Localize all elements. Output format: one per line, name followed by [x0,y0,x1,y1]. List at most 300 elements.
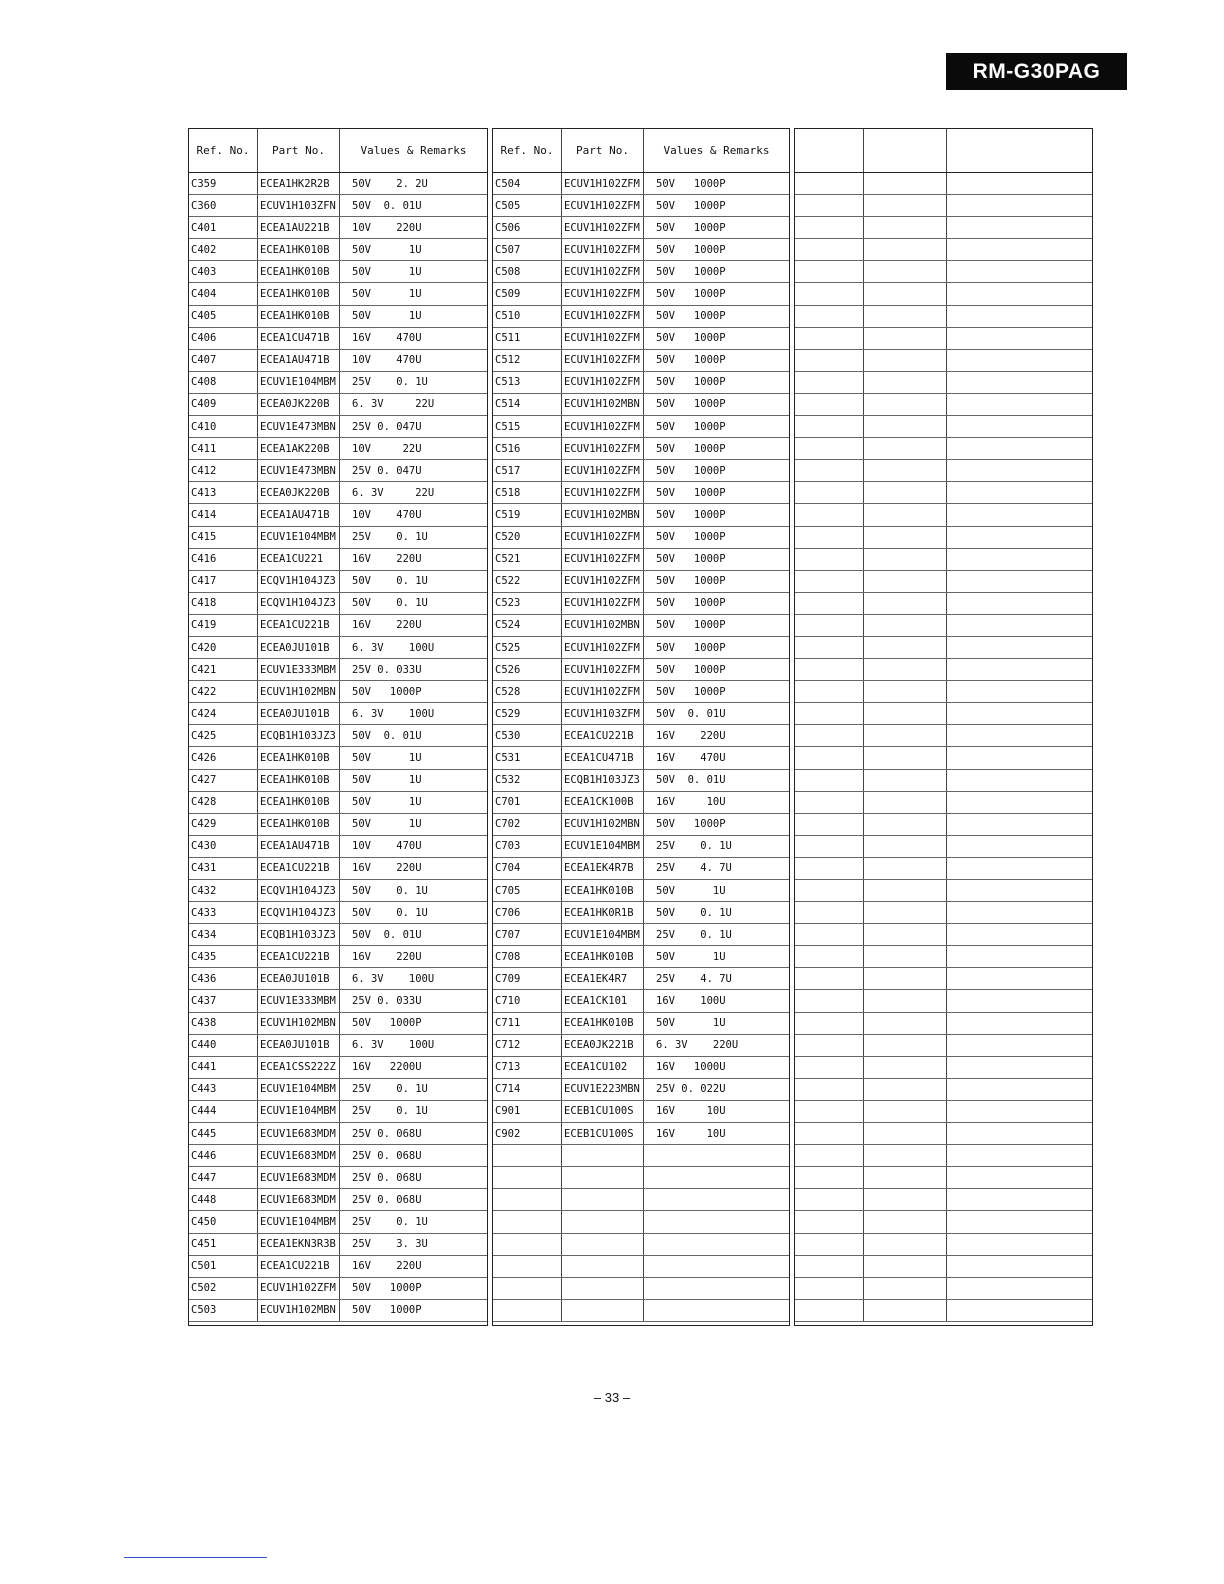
part-cell: ECEA1HK010B [258,283,340,304]
ref-cell: C418 [189,593,258,614]
ref-cell: C513 [493,372,562,393]
ref-cell: C511 [493,328,562,349]
ref-cell: C425 [189,725,258,746]
part-cell: ECUV1H102ZFM [562,306,644,327]
ref-cell: C414 [189,504,258,525]
part-cell: ECEA1CU221B [562,725,644,746]
part-cell: ECUV1H102MBN [258,1013,340,1034]
value-cell: 50V 0. 1U [352,906,428,919]
part-cell: ECUV1H102ZFM [562,527,644,548]
table-row [189,217,487,239]
part-cell [864,482,947,503]
ref-cell: C506 [493,217,562,238]
value-cell [947,1013,1092,1034]
part-cell: ECUV1E683MDM [258,1167,340,1188]
value-cell: 50V 1000P [352,1304,422,1317]
value-cell: 25V 0. 068U [352,1127,422,1140]
value-cell [644,1145,789,1166]
value-cell: 50V 1000P [352,1017,422,1030]
part-cell [562,1167,644,1188]
table-row [493,460,789,482]
value-cell: 16V 220U [352,553,422,566]
part-cell: ECUV1H102MBN [258,1300,340,1321]
value-cell [947,770,1092,791]
value-cell [947,792,1092,813]
table-row [795,659,1092,681]
table-row [189,681,487,703]
value-cell: 50V 1U [656,884,726,897]
part-cell [864,902,947,923]
part-cell: ECUV1E104MBM [258,1079,340,1100]
part-cell: ECUV1H102ZFM [562,261,644,282]
table-row [493,571,789,593]
table-row [493,1256,789,1278]
table-row [795,1123,1092,1145]
part-cell: ECUV1H102MBN [562,814,644,835]
table-row [189,1167,487,1189]
value-cell: 50V 1000P [656,288,726,301]
header-part: Part No. [562,129,644,172]
header-ref: Ref. No. [189,129,258,172]
ref-cell: C520 [493,527,562,548]
table-body [189,173,487,1322]
table-row [795,328,1092,350]
ref-cell: C512 [493,350,562,371]
value-cell [947,239,1092,260]
table-row [189,1079,487,1101]
ref-cell [795,394,864,415]
ref-cell [795,725,864,746]
table-row [493,681,789,703]
part-cell [864,438,947,459]
part-cell: ECEA1CU102 [562,1057,644,1078]
part-cell: ECEA1HK010B [562,880,644,901]
part-cell: ECEA0JU101B [258,703,340,724]
ref-cell: C517 [493,460,562,481]
ref-cell: C531 [493,747,562,768]
part-cell [864,1234,947,1255]
ref-cell: C441 [189,1057,258,1078]
table-row [493,836,789,858]
table-row [189,372,487,394]
ref-cell [493,1234,562,1255]
table-row [493,416,789,438]
ref-cell: C424 [189,703,258,724]
value-cell: 25V 0. 033U [352,995,422,1008]
ref-cell [493,1278,562,1299]
table-row [795,637,1092,659]
ref-cell: C426 [189,747,258,768]
value-cell [947,747,1092,768]
ref-cell [493,1145,562,1166]
value-cell [947,350,1092,371]
part-cell: ECUV1E104MBM [258,1101,340,1122]
ref-cell [795,504,864,525]
ref-cell: C438 [189,1013,258,1034]
part-cell: ECEA1CU221B [258,858,340,879]
ref-cell: C447 [189,1167,258,1188]
ref-cell [795,637,864,658]
part-cell: ECEA1AU471B [258,836,340,857]
ref-cell: C514 [493,394,562,415]
part-cell: ECUV1H102ZFM [562,350,644,371]
table-row [795,527,1092,549]
ref-cell [795,549,864,570]
table-row [189,637,487,659]
part-cell: ECUV1H102ZFM [562,328,644,349]
ref-cell [795,1123,864,1144]
part-cell [864,858,947,879]
value-cell [947,659,1092,680]
ref-cell: C405 [189,306,258,327]
table-row [795,504,1092,526]
ref-cell [795,1013,864,1034]
ref-cell: C515 [493,416,562,437]
part-cell: ECUV1H102ZFM [562,593,644,614]
part-cell [864,261,947,282]
value-cell: 50V 0. 01U [352,928,422,941]
ref-cell: C510 [493,306,562,327]
ref-cell [795,306,864,327]
value-cell: 50V 1U [656,1017,726,1030]
value-cell: 16V 220U [352,862,422,875]
part-cell: ECEA1HK010B [562,946,644,967]
value-cell: 50V 0. 1U [352,884,428,897]
table-row [795,880,1092,902]
value-cell [947,637,1092,658]
table-row [795,725,1092,747]
ref-cell [795,593,864,614]
value-cell: 50V 1000P [656,619,726,632]
ref-cell: C419 [189,615,258,636]
ref-cell [795,1057,864,1078]
part-cell [864,372,947,393]
table-row [795,1167,1092,1189]
ref-cell [795,1189,864,1210]
ref-cell: C410 [189,416,258,437]
value-cell: 50V 1000P [656,464,726,477]
table-row [189,482,487,504]
part-cell [864,1123,947,1144]
ref-cell: C702 [493,814,562,835]
table-row [795,394,1092,416]
part-cell [864,306,947,327]
header-empty-1 [795,129,864,172]
value-cell [947,1145,1092,1166]
part-cell: ECEA1HK010B [258,239,340,260]
part-cell [864,593,947,614]
ref-cell: C714 [493,1079,562,1100]
table-header-empty [795,129,1092,173]
value-cell [947,814,1092,835]
part-cell [864,1145,947,1166]
model-badge: RM-G30PAG [946,53,1127,90]
ref-cell [795,836,864,857]
ref-cell: C523 [493,593,562,614]
value-cell: 50V 0. 01U [352,199,422,212]
table-row [189,703,487,725]
ref-cell: C435 [189,946,258,967]
table-row [189,394,487,416]
ref-cell: C430 [189,836,258,857]
value-cell: 25V 0. 1U [656,928,732,941]
table-row [795,1057,1092,1079]
value-cell: 50V 1000P [656,531,726,544]
value-cell [947,1278,1092,1299]
value-cell: 50V 1000P [656,199,726,212]
table-row [795,593,1092,615]
value-cell [947,438,1092,459]
part-cell: ECUV1H102MBN [562,504,644,525]
value-cell: 16V 470U [656,751,726,764]
table-header [493,129,789,173]
value-cell: 25V 0. 068U [352,1193,422,1206]
table-row [795,792,1092,814]
ref-cell [795,659,864,680]
table-row [493,1013,789,1035]
value-cell: 16V 10U [656,796,726,809]
table-row [493,1211,789,1233]
ref-cell: C502 [189,1278,258,1299]
ref-cell: C433 [189,902,258,923]
part-cell [864,416,947,437]
value-cell [947,1167,1092,1188]
part-cell [562,1278,644,1299]
part-cell: ECEA1AU471B [258,350,340,371]
part-cell [864,350,947,371]
table-row [795,1013,1092,1035]
value-cell: 6. 3V 220U [656,1039,739,1052]
value-cell: 50V 1000P [656,442,726,455]
ref-cell [795,924,864,945]
ref-cell: C901 [493,1101,562,1122]
table-row [189,1278,487,1300]
ref-cell [795,460,864,481]
part-cell [864,1211,947,1232]
table-row [189,239,487,261]
table-row [795,858,1092,880]
footer-rule [124,1557,267,1558]
part-cell: ECEA1HK010B [258,261,340,282]
table-row [795,1300,1092,1322]
table-row [493,968,789,990]
part-cell: ECEA1HK010B [258,306,340,327]
part-cell: ECUV1H103ZFM [562,703,644,724]
part-cell: ECUV1H102ZFM [562,681,644,702]
value-cell: 16V 470U [352,332,422,345]
value-cell: 10V 22U [352,442,422,455]
table-row [493,217,789,239]
table-row [493,659,789,681]
ref-cell [795,372,864,393]
value-cell [947,924,1092,945]
value-cell [644,1167,789,1188]
part-cell: ECUV1E104MBM [562,924,644,945]
ref-cell: C407 [189,350,258,371]
part-cell: ECUV1E473MBN [258,460,340,481]
table-row [493,504,789,526]
ref-cell: C428 [189,792,258,813]
part-cell [864,924,947,945]
part-cell: ECEA1CK100B [562,792,644,813]
table-row [189,858,487,880]
value-cell: 25V 0. 1U [352,1083,428,1096]
value-cell [947,1035,1092,1056]
table-row [189,1211,487,1233]
part-cell [562,1211,644,1232]
value-cell: 50V 0. 01U [656,774,726,787]
ref-cell: C711 [493,1013,562,1034]
part-cell: ECEA1HK010B [258,770,340,791]
part-cell: ECUV1H102ZFM [562,438,644,459]
table-row [493,350,789,372]
part-cell: ECUV1H102MBN [562,615,644,636]
part-cell: ECUV1H103ZFN [258,195,340,216]
part-cell [864,990,947,1011]
table-row [189,902,487,924]
part-cell: ECUV1H102ZFM [562,571,644,592]
ref-cell: C436 [189,968,258,989]
ref-cell: C431 [189,858,258,879]
ref-cell [795,1234,864,1255]
table-row [795,946,1092,968]
part-cell: ECEA0JU101B [258,1035,340,1056]
part-cell: ECQV1H104JZ3 [258,902,340,923]
part-cell: ECEA1EK4R7B [562,858,644,879]
ref-cell: C519 [493,504,562,525]
value-cell: 50V 1000P [656,663,726,676]
ref-cell: C422 [189,681,258,702]
value-cell [947,703,1092,724]
ref-cell: C709 [493,968,562,989]
ref-cell [795,239,864,260]
ref-cell: C706 [493,902,562,923]
value-cell: 25V 4. 7U [656,862,732,875]
ref-cell: C444 [189,1101,258,1122]
table-row [493,1057,789,1079]
part-cell [562,1300,644,1321]
table-row [795,1145,1092,1167]
value-cell: 50V 1U [352,288,422,301]
table-row [493,173,789,195]
value-cell: 50V 1U [656,950,726,963]
table-row [795,1234,1092,1256]
ref-cell: C446 [189,1145,258,1166]
part-cell: ECQV1H104JZ3 [258,880,340,901]
ref-cell [795,438,864,459]
table-row [189,350,487,372]
value-cell: 50V 1U [352,310,422,323]
part-cell [864,1035,947,1056]
part-cell: ECEB1CU100S [562,1101,644,1122]
ref-cell: C504 [493,173,562,194]
ref-cell: C501 [189,1256,258,1277]
ref-cell: C525 [493,637,562,658]
part-cell: ECUV1E223MBN [562,1079,644,1100]
part-cell [864,283,947,304]
table-row [189,283,487,305]
table-row [795,770,1092,792]
value-cell [947,217,1092,238]
value-cell [947,902,1092,923]
value-cell [947,306,1092,327]
ref-cell [795,328,864,349]
table-row [795,306,1092,328]
value-cell: 50V 1000P [656,354,726,367]
value-cell [947,372,1092,393]
part-cell: ECEA1CSS222Z [258,1057,340,1078]
ref-cell: C445 [189,1123,258,1144]
parts-table-3 [794,128,1093,1326]
value-cell: 25V 0. 068U [352,1149,422,1162]
table-row [189,1101,487,1123]
table-row [795,615,1092,637]
part-cell: ECEA1HK0R1B [562,902,644,923]
part-cell: ECUV1E104MBM [258,527,340,548]
table-row [795,1101,1092,1123]
part-cell: ECUV1H102ZFM [562,217,644,238]
ref-cell [795,1079,864,1100]
ref-cell: C411 [189,438,258,459]
value-cell: 50V 1000P [656,398,726,411]
part-cell [562,1189,644,1210]
ref-cell [795,283,864,304]
value-cell: 25V 0. 1U [352,1215,428,1228]
table-row [795,1211,1092,1233]
value-cell [947,990,1092,1011]
header-part: Part No. [258,129,340,172]
table-row [189,968,487,990]
part-cell: ECEA1EKN3R3B [258,1234,340,1255]
table-row [493,792,789,814]
table-row [795,747,1092,769]
value-cell [644,1234,789,1255]
value-cell [947,1300,1092,1321]
ref-cell [795,681,864,702]
table-row [493,306,789,328]
table-row [493,880,789,902]
ref-cell [795,350,864,371]
table-row [795,372,1092,394]
page-number: – 33 – [593,1390,631,1405]
table-row [493,1167,789,1189]
part-cell: ECUV1H102ZFM [562,195,644,216]
ref-cell: C524 [493,615,562,636]
ref-cell [493,1167,562,1188]
header-empty-2 [864,129,947,172]
table-row [795,836,1092,858]
table-row [493,482,789,504]
part-cell: ECEA1HK010B [258,747,340,768]
table-row [795,990,1092,1012]
table-row [795,703,1092,725]
ref-cell: C712 [493,1035,562,1056]
part-cell: ECEA0JK220B [258,482,340,503]
ref-cell: C420 [189,637,258,658]
table-row [189,946,487,968]
part-cell: ECQV1H104JZ3 [258,593,340,614]
ref-cell [795,990,864,1011]
table-row [493,747,789,769]
table-row [189,1234,487,1256]
value-cell: 50V 1000P [656,597,726,610]
part-cell: ECUV1E683MDM [258,1189,340,1210]
value-cell: 25V 0. 1U [656,840,732,853]
value-cell [947,394,1092,415]
value-cell [947,1189,1092,1210]
ref-cell: C451 [189,1234,258,1255]
table-row [795,416,1092,438]
